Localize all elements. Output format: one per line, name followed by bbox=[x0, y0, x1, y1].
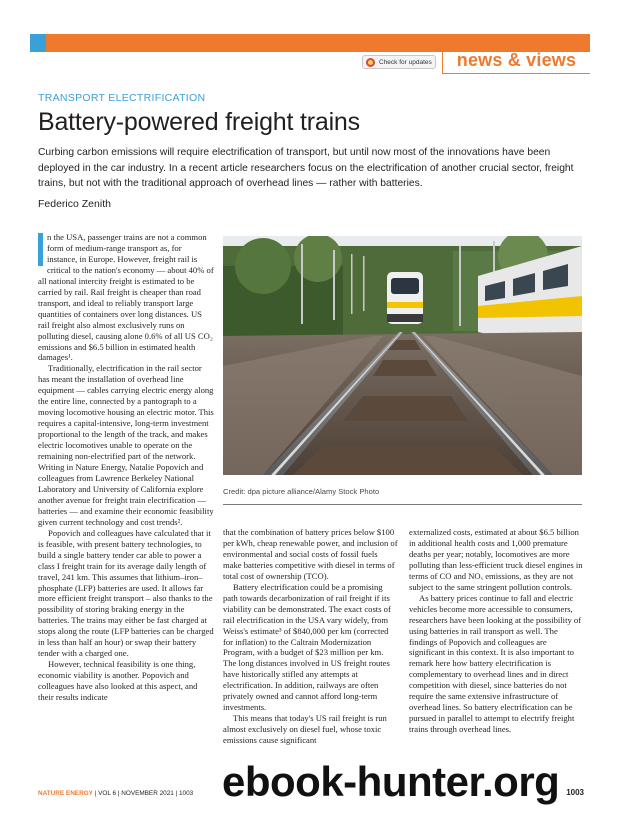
check-updates-button[interactable] bbox=[362, 55, 436, 69]
crossmark-icon bbox=[366, 58, 375, 67]
paragraph: Traditionally, electrification in the rail sector has meant the installation of overhead line equipment — cables carrying electric energy along the entire line, connected by a pantograph to a moving locomotive housing an electric motor. This requires a capital-intensive, long-term investment proportional to the length of the track, and makes electric locomotives unable to operate on the remaining non-electrified part of the network. Writing in Nature Energy, Natalie Popovich and colleagues from Lawrence Berkeley National Laboratory and University of California explore another avenue for freight train electrification — batteries — and examine their economic feasibility given current technology and cost trends². bbox=[38, 363, 214, 527]
article-title: Battery-powered freight trains bbox=[38, 108, 360, 136]
figure-divider bbox=[223, 504, 582, 505]
paragraph: As battery prices continue to fall and electric vehicles become more accessible to consumers, researchers have been looking at the possibility of using batteries in rail transport as well. The findings of Popovich and colleagues are significant in this context. It is also important to remark here how battery electrification is complementary to overhead lines and in direct competition with diesel, since batteries do not require the same extensive infrastructure of overhead lines. So battery electrification can be pursued in parallel to attempt to electrify freight trains through overhead lines. bbox=[409, 592, 582, 735]
article-author: Federico Zenith bbox=[38, 198, 111, 210]
article-standfirst: Curbing carbon emissions will require electrification of transport, but until now most of the innovations have been deployed in the car industry. In a recent article researchers focus on the electrification of another crucial sector, freight trains, but not with the traditional approach of overhead lines — rather with batteries. bbox=[38, 147, 574, 190]
paragraph: that the combination of battery prices below $100 per kWh, cheap renewable power, and inclusion of environmental and social costs of fossil fuels make batteries competitive with diesel in terms of total cost of ownership (TCO). bbox=[223, 527, 398, 581]
paragraph: externalized costs, estimated at about $6.5 billion in additional health costs and 1,000 premature deaths per year; notably, locomotives are more polluting than less-efficient truck diesel engines in terms of CO and NOₓ emissions, as they are not subject to the same stringent pollution controls. bbox=[409, 527, 583, 592]
paragraph: Battery electrification could be a promising path towards decarbonization of rail freight if its viability can be demonstrated. The exact costs of rail electrification in the USA vary widely, from Weiss's estimate³ of $840,000 per km (corrected for inflation) to the Caltrain Modernization Program, with a budget of $23 million per km. The long distances involved in US freight routes have historically stifled any attempts at electrification. In addition, railways are often privately owned and cannot afford long-term investments. bbox=[223, 581, 391, 713]
section-label: news & views bbox=[456, 50, 577, 70]
watermark-text: ebook-hunter.org bbox=[222, 758, 560, 805]
body-column-2 bbox=[223, 527, 398, 746]
paragraph: Popovich and colleagues have calculated that it is feasible, with present battery technologies, to build a single battery tender car able to power a class I freight train for its average daily length of travel, 241 km. This assumes that lithium–iron–phosphate (LFP) batteries are used. It allows far more efficient freight transport – also thanks to the possibility of storing braking energy in the batteries. The trains may either be fast charged at stops along the route (LFP batteries can be charged in less than half an hour) or swap their battery tender with a charged one. bbox=[38, 527, 214, 659]
paragraph: However, technical feasibility is one thing, economic viability is another. Popovich and colleagues have also looked at this aspect, and their results indicate bbox=[38, 659, 198, 703]
check-updates-label: Check for updates bbox=[379, 58, 432, 66]
body-column-1 bbox=[38, 232, 214, 703]
footer-issue: | VOL 6 | NOVEMBER 2021 | 1003 bbox=[94, 790, 194, 797]
section-label-box bbox=[442, 48, 590, 74]
dropcap-bar bbox=[38, 233, 43, 266]
footer-page-number: 1003 bbox=[566, 788, 584, 797]
paragraph: n the USA, passenger trains are not a common form of medium-range transport as, for instance, in Europe. However, freight rail is critical to the nation's economy — about 40% of all national intercity freight is estimated to be carried by rail. Rail freight is cheaper than road transport, and ideal to reliably transport large quantities of containers over long distances. US rail freight also almost exclusively runs on polluting diesel, causing alone 0.6% of all US CO₂ emissions and $6.5 billion in estimated health damages¹. bbox=[38, 232, 214, 363]
footer-journal: NATURE ENERGY bbox=[38, 790, 93, 797]
body-column-3 bbox=[409, 527, 585, 735]
photo-credit: Credit: dpa picture alliance/Alamy Stock Photo bbox=[223, 487, 380, 496]
article-kicker: TRANSPORT ELECTRIFICATION bbox=[38, 92, 206, 104]
article-photo-railway-tracks bbox=[223, 236, 582, 475]
header-blue-block bbox=[30, 34, 46, 52]
paragraph: This means that today's US rail freight is run almost exclusively on diesel fuel, whose toxic emissions cause significant bbox=[223, 713, 387, 746]
